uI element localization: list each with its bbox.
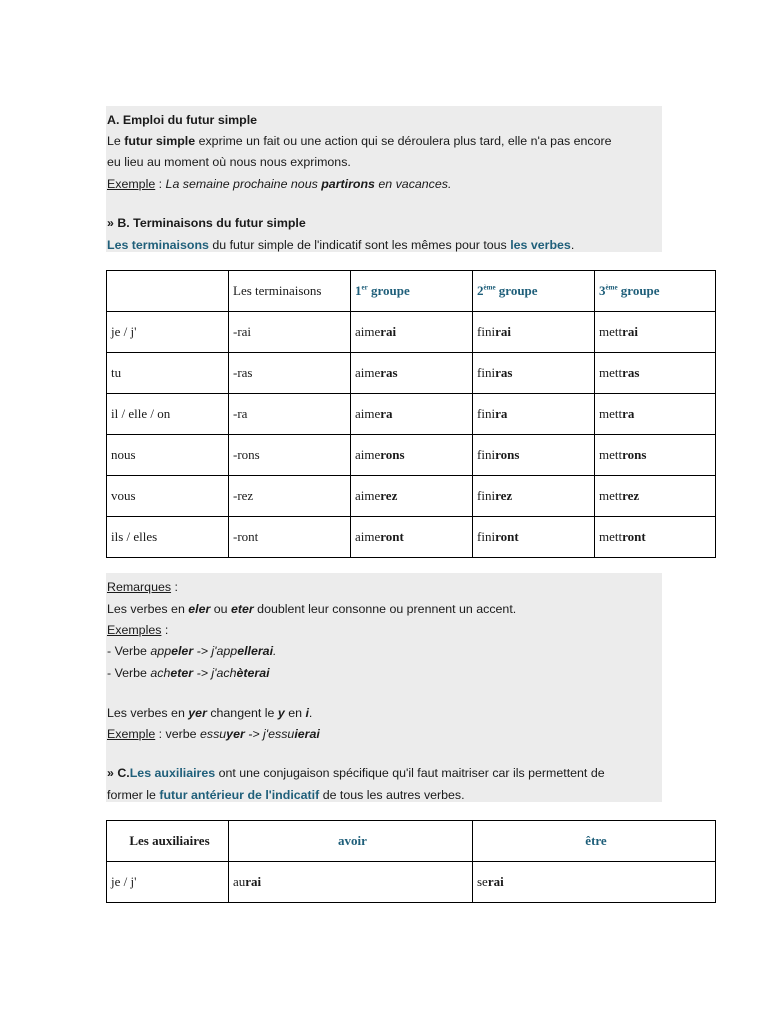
section-a-line2: eu lieu au moment où nous nous exprimons. bbox=[107, 155, 351, 169]
section-c-line2: former le futur antérieur de l'indicatif de tous les autres verbes. bbox=[107, 788, 465, 802]
section-c-line1: » C.Les auxiliaires ont une conjugaison spécifique qu'il faut maitriser car ils permettent de bbox=[107, 766, 605, 780]
header-group2: 2ème groupe bbox=[473, 271, 595, 312]
pronoun-cell: nous bbox=[107, 435, 229, 476]
table-row bbox=[107, 435, 716, 476]
aux-header-etre: être bbox=[473, 821, 716, 862]
pronoun-cell: je / j' bbox=[107, 862, 229, 903]
table-header-row bbox=[107, 271, 716, 312]
auxiliaires-link[interactable]: Les auxiliaires bbox=[129, 766, 216, 780]
remarks-line2: Les verbes en yer changent le y en i. bbox=[107, 706, 313, 720]
pronoun-cell: je / j' bbox=[107, 312, 229, 353]
ending-cell: -rez bbox=[229, 476, 351, 517]
pronoun-cell: vous bbox=[107, 476, 229, 517]
table-row bbox=[107, 394, 716, 435]
verb-cell: mettrez bbox=[595, 476, 716, 517]
ending-cell: -ront bbox=[229, 517, 351, 558]
example-appeler: - Verbe appeler -> j'appellerai. bbox=[107, 644, 277, 658]
example-acheter: - Verbe acheter -> j'achèterai bbox=[107, 666, 270, 680]
verb-cell: aimerons bbox=[351, 435, 473, 476]
auxiliaries-table bbox=[106, 820, 716, 903]
verb-cell: finirons bbox=[473, 435, 595, 476]
section-b-title: » B. Terminaisons du futur simple bbox=[107, 216, 306, 230]
examples-label: Exemples : bbox=[107, 623, 169, 637]
page-bottom-margin bbox=[0, 903, 768, 1024]
ending-cell: -rai bbox=[229, 312, 351, 353]
section-a-title: A. Emploi du futur simple bbox=[107, 113, 258, 127]
header-group1: 1er groupe bbox=[351, 271, 473, 312]
aux-header-label: Les auxiliaires bbox=[107, 821, 229, 862]
verb-cell: mettras bbox=[595, 353, 716, 394]
table-row bbox=[107, 312, 716, 353]
pronoun-cell: ils / elles bbox=[107, 517, 229, 558]
header-empty-cell bbox=[107, 271, 229, 312]
section-a-line1: Le futur simple exprime un fait ou une action qui se déroulera plus tard, elle n'a pas encore bbox=[107, 134, 612, 148]
verb-cell: aimeront bbox=[351, 517, 473, 558]
table-row bbox=[107, 476, 716, 517]
verb-cell: mettrons bbox=[595, 435, 716, 476]
conjugation-table bbox=[106, 270, 716, 558]
verb-cell: mettrai bbox=[595, 312, 716, 353]
remarks-label: Remarques : bbox=[107, 580, 178, 594]
ending-cell: -ras bbox=[229, 353, 351, 394]
section-a-example: Exemple : La semaine prochaine nous partirons en vacances. bbox=[107, 177, 452, 191]
verb-cell: finira bbox=[473, 394, 595, 435]
verb-cell: aurai bbox=[229, 862, 473, 903]
ending-cell: -rons bbox=[229, 435, 351, 476]
verb-cell: finiront bbox=[473, 517, 595, 558]
aux-header-row bbox=[107, 821, 716, 862]
table-row bbox=[107, 862, 716, 903]
verb-cell: aimerai bbox=[351, 312, 473, 353]
ending-cell: -ra bbox=[229, 394, 351, 435]
aux-header-avoir: avoir bbox=[229, 821, 473, 862]
pronoun-cell: tu bbox=[107, 353, 229, 394]
terminaisons-link[interactable]: Les terminaisons bbox=[107, 238, 209, 252]
verb-cell: mettra bbox=[595, 394, 716, 435]
verbes-link[interactable]: les verbes bbox=[510, 238, 571, 252]
verb-cell: finiras bbox=[473, 353, 595, 394]
table-row bbox=[107, 353, 716, 394]
remarks-line1: Les verbes en eler ou eter doublent leur consonne ou prennent un accent. bbox=[107, 602, 517, 616]
header-group3: 3ème groupe bbox=[595, 271, 716, 312]
verb-cell: aimera bbox=[351, 394, 473, 435]
futur-anterieur-link[interactable]: futur antérieur de l'indicatif bbox=[159, 788, 320, 802]
verb-cell: aimerez bbox=[351, 476, 473, 517]
section-b-desc: Les terminaisons du futur simple de l'indicatif sont les mêmes pour tous les verbes. bbox=[107, 238, 575, 252]
verb-cell: finirez bbox=[473, 476, 595, 517]
header-terminaisons: Les terminaisons bbox=[229, 271, 351, 312]
pronoun-cell: il / elle / on bbox=[107, 394, 229, 435]
verb-cell: mettront bbox=[595, 517, 716, 558]
table-row bbox=[107, 517, 716, 558]
example-essuyer: Exemple : verbe essuyer -> j'essuierai bbox=[107, 727, 320, 741]
verb-cell: finirai bbox=[473, 312, 595, 353]
verb-cell: aimeras bbox=[351, 353, 473, 394]
verb-cell: serai bbox=[473, 862, 716, 903]
